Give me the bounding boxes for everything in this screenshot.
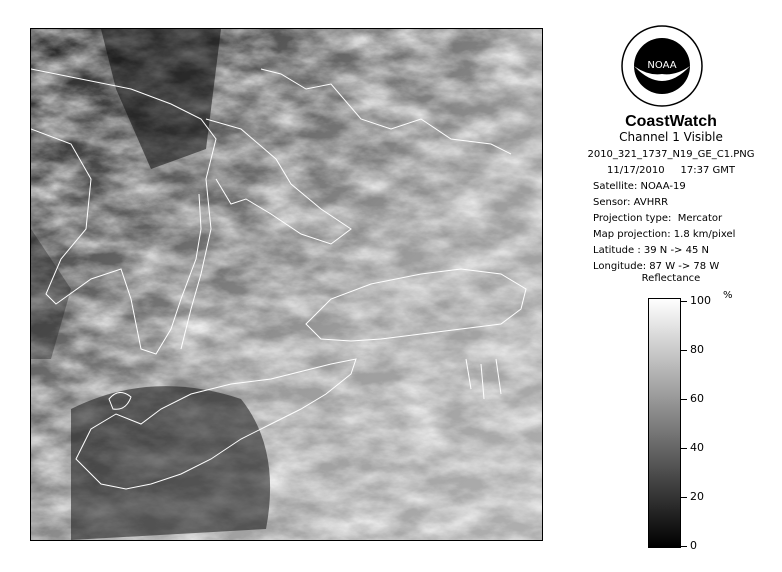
colorbar-tick	[681, 497, 687, 498]
colorbar-tick-label: 80	[690, 343, 704, 356]
colorbar-tick	[681, 399, 687, 400]
colorbar-tick-label: 0	[690, 539, 697, 552]
colorbar-tick	[681, 448, 687, 449]
colorbar-title: Reflectance	[641, 273, 701, 284]
colorbar-unit: %	[723, 290, 733, 301]
satellite-image-panel[interactable]	[30, 28, 543, 541]
acquisition-datetime: 11/17/2010 17:37 GMT	[606, 165, 735, 176]
longitude-info: Longitude: 87 W -> 78 W	[593, 261, 720, 272]
colorbar-tick-label: 100	[690, 294, 711, 307]
colorbar-tick-label: 60	[690, 392, 704, 405]
noaa-logo	[620, 24, 704, 108]
colorbar-tick	[681, 350, 687, 351]
colorbar-tick	[681, 301, 687, 302]
sensor-info: Sensor: AVHRR	[593, 197, 669, 208]
satellite-image	[31, 29, 542, 540]
file-name: 2010_321_1737_N19_GE_C1.PNG	[587, 149, 755, 160]
colorbar-tick-label: 40	[690, 441, 704, 454]
colorbar-tick-label: 20	[690, 490, 704, 503]
map-projection-info: Map projection: 1.8 km/pixel	[593, 229, 736, 240]
projection-type-info: Projection type: Mercator	[593, 213, 723, 224]
satellite-info: Satellite: NOAA-19	[593, 181, 686, 192]
brand-title: CoastWatch	[625, 113, 717, 130]
colorbar	[648, 298, 681, 548]
svg-text:NOAA: NOAA	[647, 60, 677, 71]
colorbar-tick	[681, 546, 687, 547]
latitude-info: Latitude : 39 N -> 45 N	[593, 245, 709, 256]
channel-name: Channel 1 Visible	[619, 130, 723, 144]
